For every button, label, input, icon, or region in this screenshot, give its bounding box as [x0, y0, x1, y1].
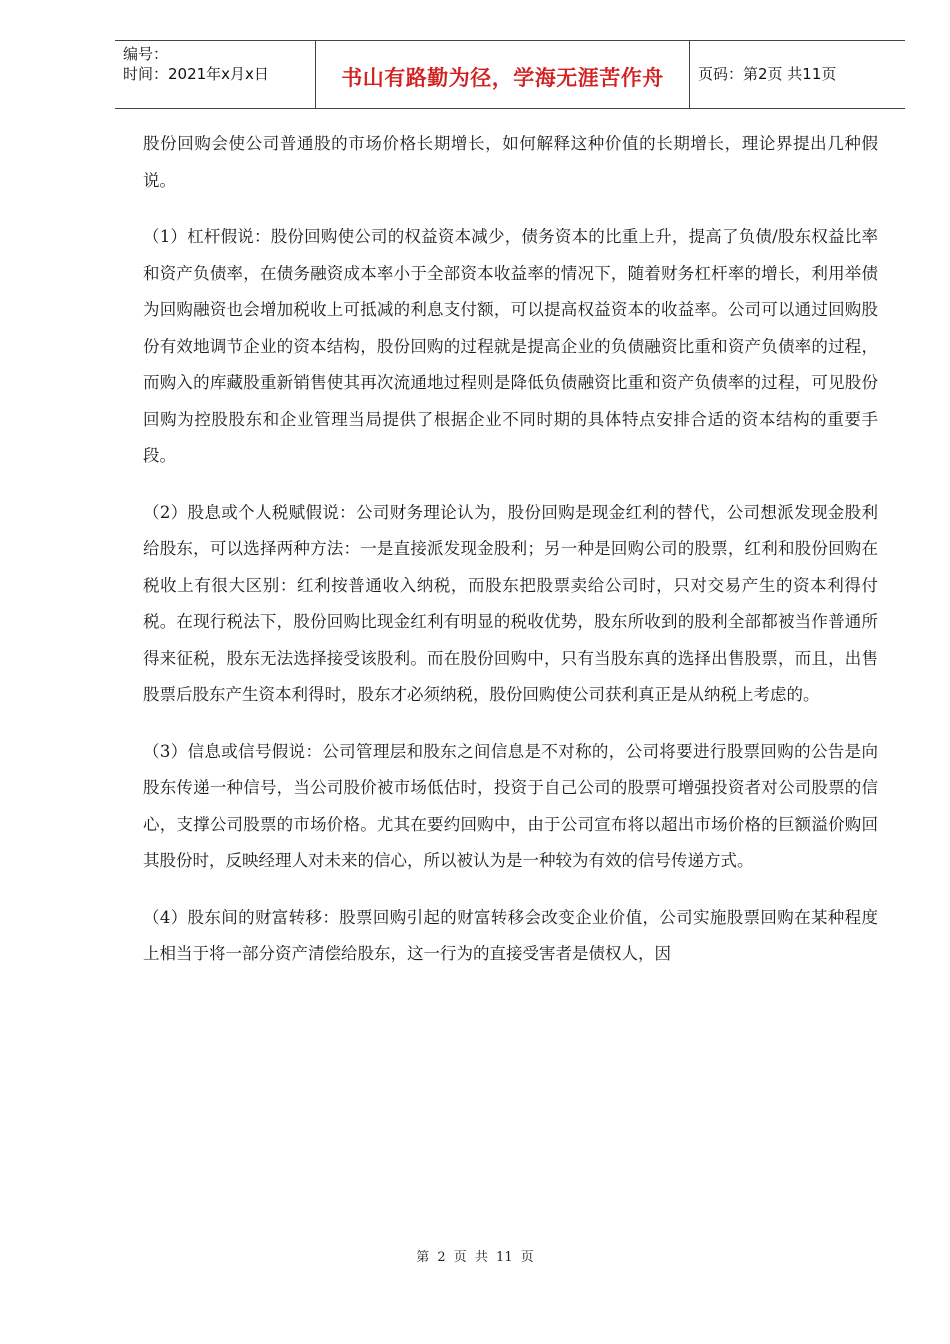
- header-meta: [115, 41, 316, 108]
- signaling-hypothesis-paragraph: （3）信息或信号假说：公司管理层和股东之间信息是不对称的，公司将要进行股票回购的公告是向股东传递一种信号，当公司股价被市场低估时，投资于自己公司的股票可增强投资者对公司股票的信心，支撑公司股票的市场价格。尤其在要约回购中，由于公司宣布将以超出市场价格的巨额溢价购回其股份时，反映经理人对未来的信心，所以被认为是一种较为有效的信号传递方式。: [143, 741, 878, 870]
- header-page-info: 页码：第2页 共11页: [698, 65, 837, 83]
- header-motto: 书山有路勤为径，学海无涯苦作舟: [341, 65, 664, 90]
- document-number-label: 编号：: [123, 45, 169, 63]
- dividend-tax-hypothesis-paragraph: （2）股息或个人税赋假说：公司财务理论认为，股份回购是现金红利的替代，公司想派发现金股利给股东，可以选择两种方法：一是直接派发现金股利；另一种是回购公司的股票，红利和股份回购在税收上有很大区别：红利按普通收入纳税，而股东把股票卖给公司时，只对交易产生的资本利得付税。在现行税法下，股份回购比现金红利有明显的税收优势，股东所收到的股利全部都被当作普通所得来征税，股东无法选择接受该股利。而在股份回购中，只有当股东真的选择出售股票，而且，出售股票后股东产生资本利得时，股东才必须纳税，股份回购使公司获利真正是从纳税上考虑的。: [143, 502, 878, 704]
- page-footer: 第 2 页 共 11 页: [416, 1250, 534, 1265]
- document-body: [143, 126, 878, 993]
- document-time-label: 时间：2021年x月x日: [123, 65, 269, 83]
- page-header: [115, 40, 905, 109]
- header-page-cell: [690, 41, 905, 108]
- header-motto-cell: [316, 41, 690, 108]
- leverage-hypothesis-paragraph: （1）杠杆假说：股份回购使公司的权益资本减少，债务资本的比重上升，提高了负债/股东权益比率和资产负债率，在债务融资成本率小于全部资本收益率的情况下，随着财务杠杆率的增长，利用举债为回购融资也会增加税收上可抵减的利息支付额，可以提高权益资本的收益率。公司可以通过回购股份有效地调节企业的资本结构，股份回购的过程就是提高企业的负债融资比重和资产负债率的过程，而购入的库藏股重新销售使其再次流通地过程则是降低负债融资比重和资产负债率的过程，可见股份回购为控股股东和企业管理当局提供了根据企业不同时期的具体特点安排合适的资本结构的重要手段。: [143, 227, 878, 465]
- intro-paragraph: 股份回购会使公司普通股的市场价格长期增长，如何解释这种价值的长期增长，理论界提出几种假说。: [143, 134, 878, 190]
- wealth-transfer-paragraph: （4）股东间的财富转移：股票回购引起的财富转移会改变企业价值，公司实施股票回购在某种程度上相当于将一部分资产清偿给股东，这一行为的直接受害者是债权人，因: [143, 907, 878, 963]
